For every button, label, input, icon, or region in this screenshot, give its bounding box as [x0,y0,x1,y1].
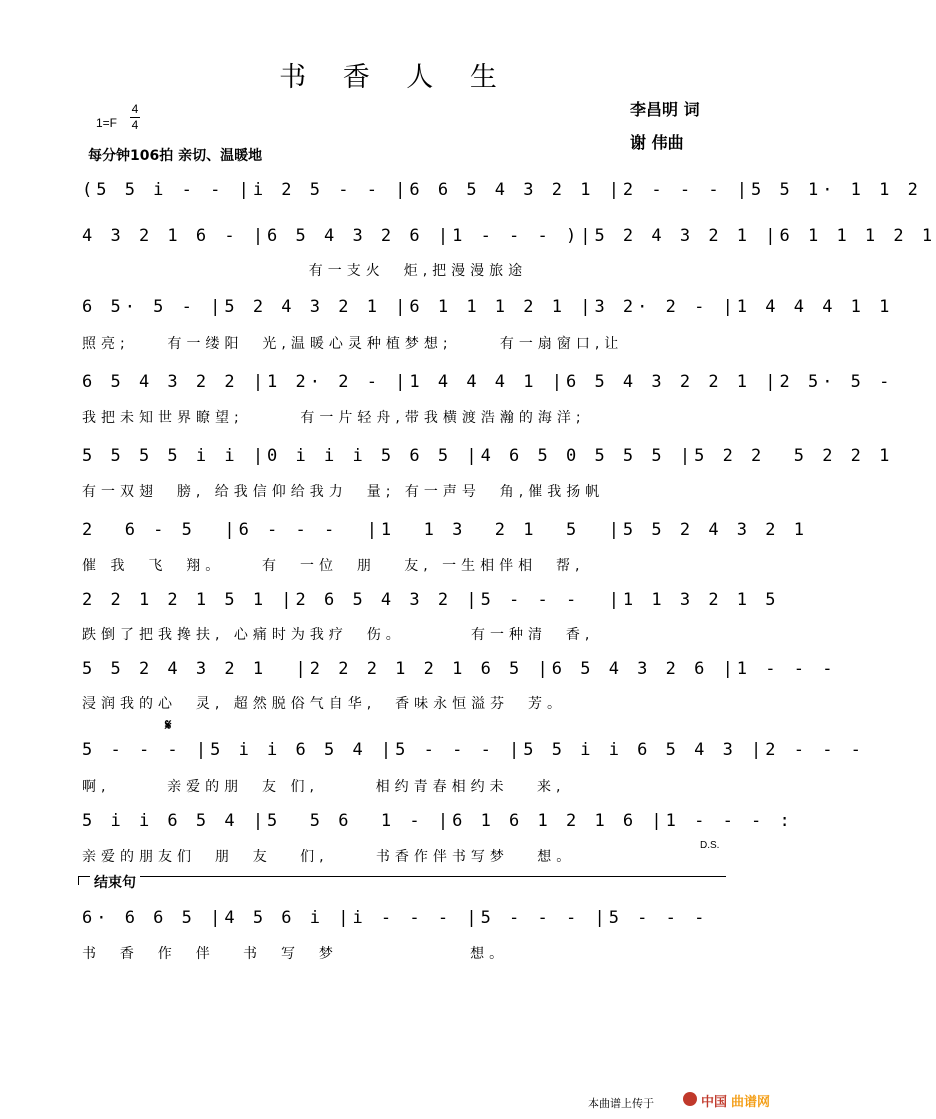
composer-credit: 谢 伟曲 [630,133,684,152]
notes-line-1: (5 5 i - - |i 2 5 - - |6 6 5 4 3 2 1 |2 - - - |5 5 1· 1 1 2 [82,180,922,200]
lyrics-line-3: 照亮; 有一缕阳 光,温暖心灵种植梦想; 有一扇窗口,让 [82,336,624,352]
lyrics-line-4: 我把未知世界瞭望; 有一片轻舟,带我横渡浩瀚的海洋; [82,410,586,426]
lyrics-line-9: 啊, 亲爱的朋 友 们, 相约青春相约未 来, [82,779,566,795]
footer-text: 本曲谱上传于 [588,1097,654,1110]
notes-line-8: 5 5 2 4 3 2 1 |2 2 2 1 2 1 6 5 |6 5 4 3 2 6 |1 - - - [82,659,837,679]
tempo-marking: 每分钟106拍 亲切、温暖地 [88,148,263,164]
lyrics-line-10: 亲爱的朋友们 朋 友 们, 书香作伴书写梦 想。 [82,849,576,865]
notes-line-10: 5 i i 6 5 4 |5 5 6 1 - |6 1 6 1 2 1 6 |1 - - - : [82,811,794,831]
key-signature: 1=F [96,116,118,130]
notes-line-2: 4 3 2 1 6 - |6 5 4 3 2 6 |1 - - - )|5 2 4 3 2 1 |6 1 1 1 2 1 [82,226,936,246]
lyrics-line-7: 跌倒了把我搀扶, 心痛时为我疗 伤。 有一种清 香, [82,627,595,643]
lyrics-line-2: 有一支火 炬,把漫漫旅途 [82,263,528,279]
segno-mark: 𝄋 [165,716,172,734]
ds-mark: D.S. [700,840,720,851]
ending-bracket [78,876,726,889]
logo-text-red: 中国 [701,1095,728,1110]
notes-line-4: 6 5 4 3 2 2 |1 2· 2 - |1 4 4 4 1 |6 5 4 3 2 2 1 |2 5· 5 - [82,372,894,392]
site-logo[interactable] [683,1090,783,1110]
ending-label: 结束句 [90,872,140,892]
time-signature [130,103,140,132]
notes-line-5: 5 5 5 5 i i |0 i i i 5 6 5 |4 6 5 0 5 5 5 |5 2 2 5 2 2 1 [82,446,894,466]
notes-line-6: 2 6 - 5 |6 - - - |1 1 3 2 1 5 |5 5 2 4 3 2 1 [82,520,808,540]
notes-line-11: 6· 6 6 5 |4 5 6 i |i - - - |5 - - - |5 - - - [82,908,709,928]
lyrics-line-5: 有一双翅 膀, 给我信仰给我力 量; 有一声号 角,催我扬帆 [82,484,605,500]
notes-line-7: 2 2 1 2 1 5 1 |2 6 5 4 3 2 |5 - - - |1 1 3 2 1 5 [82,590,780,610]
lyrics-line-11: 书 香 作 伴 书 写 梦 想。 [82,946,509,962]
logo-icon [683,1092,697,1106]
time-signature-bottom: 4 [131,118,139,132]
lyrics-line-6: 催 我 飞 翔。 有 一位 朋 友, 一生相伴相 帮, [82,558,585,574]
notes-line-9: 5 - - - |5 i i 6 5 4 |5 - - - |5 5 i i 6 5 4 3 |2 - - - [82,740,865,760]
logo-text-orange: 曲谱网 [731,1095,771,1110]
lyricist-credit: 李昌明 词 [630,100,700,119]
lyrics-line-8: 浸润我的心 灵, 超然脱俗气自华, 香味永恒溢芬 芳。 [82,696,567,712]
song-title: 书 香 人 生 [279,62,511,93]
time-signature-top: 4 [131,102,139,116]
notes-line-3: 6 5· 5 - |5 2 4 3 2 1 |6 1 1 1 2 1 |3 2· 2 - |1 4 4 4 1 1 [82,297,894,317]
